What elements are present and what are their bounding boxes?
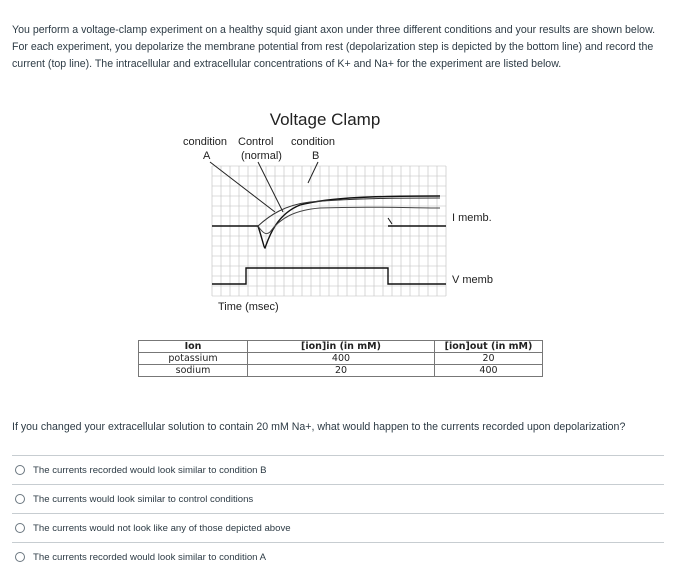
current-trace-control (212, 196, 440, 248)
condition-b-label-top: condition (291, 136, 336, 148)
current-trace-condition-a (258, 198, 440, 226)
table-row (139, 353, 543, 365)
question-text: If you changed your extracellular solution to contain 20 mM Na+, what would happen to the currents recorded upon depolarization? (12, 421, 626, 433)
current-trace-condition-b (258, 207, 440, 233)
vmemb-label: V memb (452, 274, 493, 286)
condition-a-pointer (210, 162, 275, 212)
intro-line: current (top line). The intracellular and extracellular concentrations of K+ and Na+ for the experiment are listed below. (12, 58, 562, 70)
ion-concentration-table (138, 340, 543, 377)
answer-option-label: The currents recorded would look similar to condition A (33, 551, 267, 563)
table-cell-ion: sodium (139, 365, 248, 377)
table-header-ion: Ion (139, 341, 248, 353)
answer-option-label: The currents recorded would look similar to condition B (33, 464, 267, 476)
table-cell-out: 20 (435, 353, 543, 365)
answer-option-label: The currents would not look like any of those depicted above (33, 522, 291, 534)
table-header-ion-in: [ion]in (in mM) (248, 341, 435, 353)
radio-button[interactable] (15, 465, 25, 475)
figure-title: Voltage Clamp (269, 110, 381, 129)
control-label-top: Control (238, 136, 274, 148)
condition-b-label-bottom: B (312, 150, 320, 162)
table-cell-in: 20 (248, 365, 435, 377)
table-header-row (139, 341, 543, 353)
radio-button[interactable] (15, 523, 25, 533)
answer-option-label: The currents would look similar to control conditions (33, 493, 254, 505)
answer-option-3[interactable] (12, 513, 664, 542)
condition-a-label-bottom: A (203, 150, 211, 162)
intro-line: For each experiment, you depolarize the membrane potential from rest (depolarization step is depicted by the bottom line) and record the (12, 41, 654, 53)
table-cell-ion: potassium (139, 353, 248, 365)
condition-a-label-top: condition (183, 136, 228, 148)
figure-grid (212, 166, 446, 296)
table-row (139, 365, 543, 377)
control-pointer (258, 162, 283, 212)
answer-option-1[interactable] (12, 455, 664, 484)
answer-option-4[interactable] (12, 542, 664, 571)
table-cell-in: 400 (248, 353, 435, 365)
answer-option-2[interactable] (12, 484, 664, 513)
imemb-label: I memb. (452, 212, 492, 224)
condition-b-pointer (308, 162, 318, 183)
radio-button[interactable] (15, 552, 25, 562)
table-header-ion-out: [ion]out (in mM) (435, 341, 543, 353)
time-axis-label: Time (msec) (218, 301, 279, 313)
intro-line: You perform a voltage-clamp experiment on a healthy squid giant axon under three different conditions and your results are shown below. (12, 24, 656, 36)
answer-options (12, 455, 664, 571)
radio-button[interactable] (15, 494, 25, 504)
control-label-bottom: (normal) (241, 150, 282, 162)
current-tail (388, 218, 392, 224)
table-cell-out: 400 (435, 365, 543, 377)
